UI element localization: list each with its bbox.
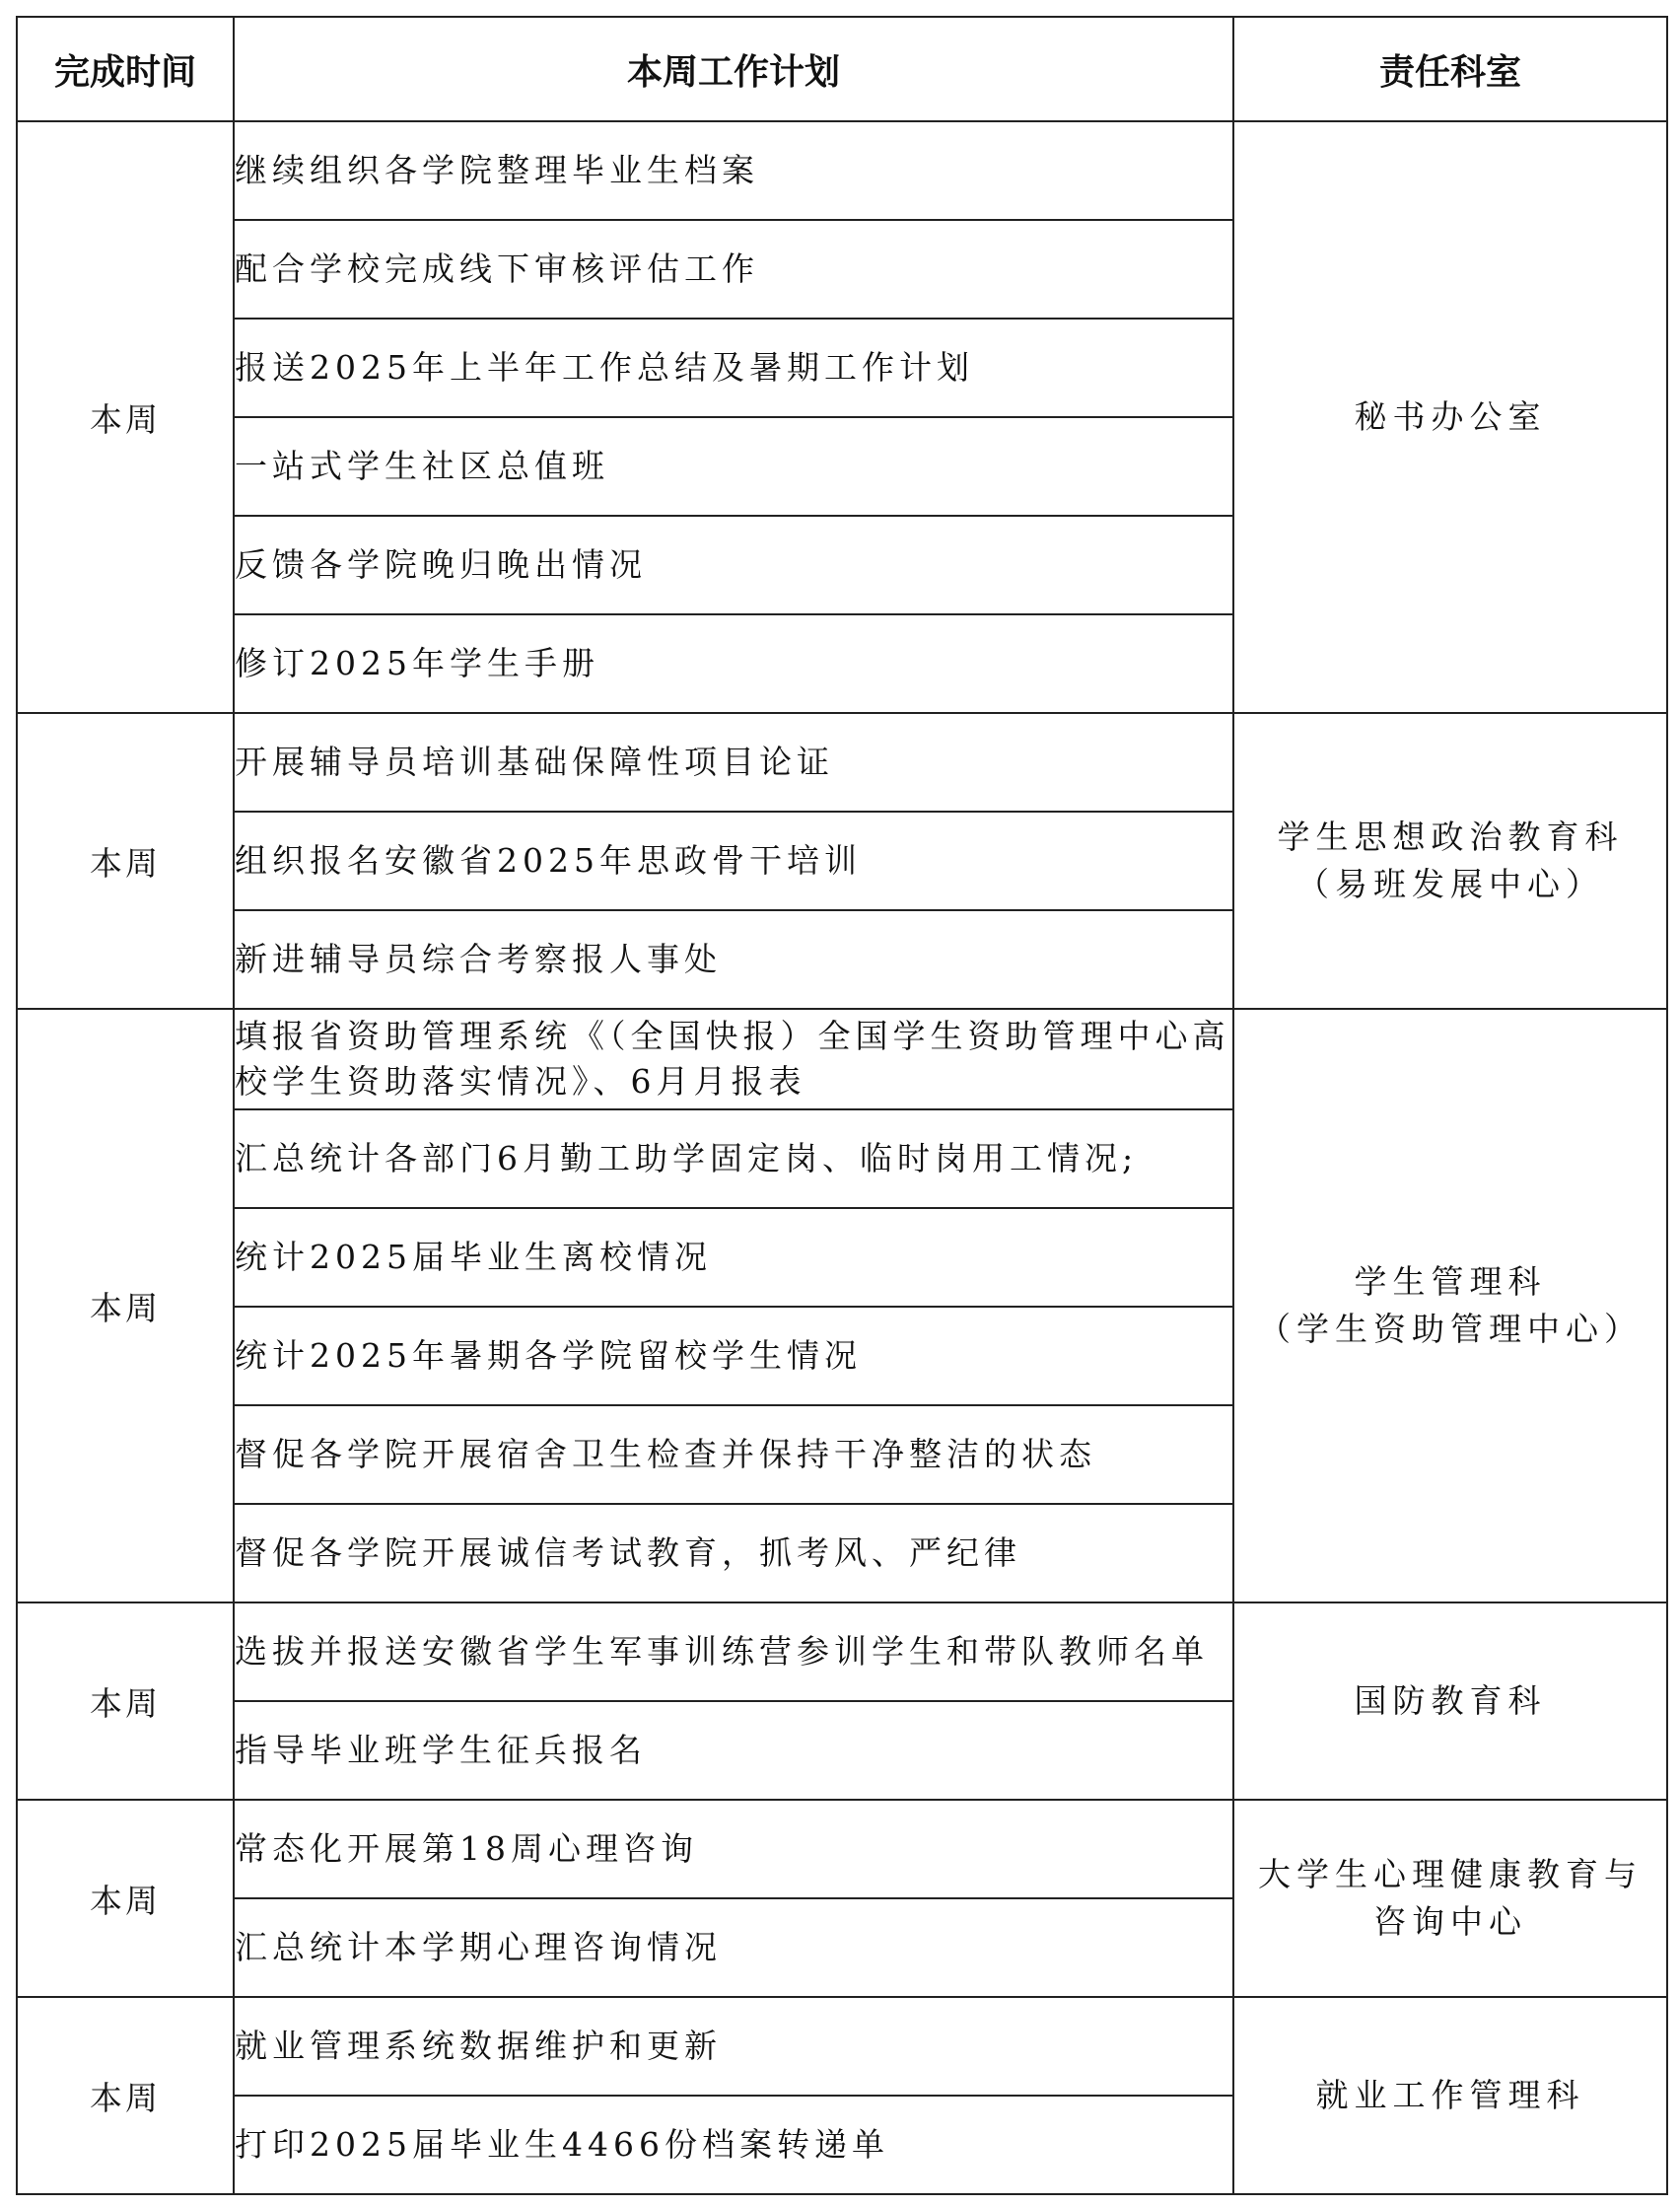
completion-time-cell: 本周 [17,1800,234,1997]
table-row [17,121,1667,220]
task-cell: 一站式学生社区总值班 [234,417,1233,516]
task-cell: 开展辅导员培训基础保障性项目论证 [234,713,1233,812]
header-responsible-office: 责任科室 [1233,17,1667,121]
office-name-line: （学生资助管理中心） [1258,1310,1643,1348]
office-name-line: 秘书办公室 [1354,397,1547,436]
header-completion-time: 完成时间 [17,17,234,121]
task-cell: 反馈各学院晚归晚出情况 [234,516,1233,614]
task-cell: 继续组织各学院整理毕业生档案 [234,121,1233,220]
responsible-office-cell [1233,1009,1667,1602]
office-name-line: 学生管理科 [1354,1262,1547,1301]
office-name-line: 就业工作管理科 [1315,2076,1585,2114]
task-cell: 就业管理系统数据维护和更新 [234,1997,1233,2096]
task-cell: 常态化开展第18周心理咨询 [234,1800,1233,1898]
completion-time-cell: 本周 [17,121,234,713]
completion-time-cell: 本周 [17,1602,234,1800]
task-cell: 统计2025届毕业生离校情况 [234,1208,1233,1307]
office-name-line: 咨询中心 [1373,1902,1527,1941]
completion-time-cell: 本周 [17,1009,234,1602]
completion-time-cell: 本周 [17,713,234,1009]
task-cell: 督促各学院开展宿舍卫生检查并保持干净整洁的状态 [234,1405,1233,1504]
task-cell: 打印2025届毕业生4466份档案转递单 [234,2096,1233,2194]
task-cell: 督促各学院开展诚信考试教育，抓考风、严纪律 [234,1504,1233,1602]
task-cell: 统计2025年暑期各学院留校学生情况 [234,1307,1233,1405]
header-weekly-plan: 本周工作计划 [234,17,1233,121]
responsible-office-cell [1233,1997,1667,2194]
work-plan-table [16,16,1668,2195]
task-cell: 报送2025年上半年工作总结及暑期工作计划 [234,319,1233,417]
table-row [17,713,1667,812]
task-cell: 汇总统计各部门6月勤工助学固定岗、临时岗用工情况; [234,1109,1233,1208]
office-name-line: 大学生心理健康教育与 [1258,1855,1643,1893]
table-row [17,1997,1667,2096]
office-name-line: 国防教育科 [1354,1681,1547,1720]
responsible-office-cell [1233,121,1667,713]
task-cell: 指导毕业班学生征兵报名 [234,1701,1233,1800]
task-cell: 汇总统计本学期心理咨询情况 [234,1898,1233,1997]
table-row [17,1800,1667,1898]
responsible-office-cell [1233,713,1667,1009]
completion-time-cell: 本周 [17,1997,234,2194]
task-cell: 配合学校完成线下审核评估工作 [234,220,1233,319]
office-name-line: 学生思想政治教育科 [1277,818,1624,856]
task-cell: 填报省资助管理系统《（全国快报）全国学生资助管理中心高校学生资助落实情况》、6月月报表 [234,1009,1233,1109]
task-cell: 修订2025年学生手册 [234,614,1233,713]
task-cell: 新进辅导员综合考察报人事处 [234,910,1233,1009]
header-row [17,17,1667,121]
table-row [17,1602,1667,1701]
task-cell: 选拔并报送安徽省学生军事训练营参训学生和带队教师名单 [234,1602,1233,1701]
task-cell: 组织报名安徽省2025年思政骨干培训 [234,812,1233,910]
table-row [17,1009,1667,1109]
responsible-office-cell [1233,1602,1667,1800]
table-header [17,17,1667,121]
responsible-office-cell [1233,1800,1667,1997]
table-body [17,121,1667,2194]
office-name-line: （易班发展中心） [1296,865,1604,903]
